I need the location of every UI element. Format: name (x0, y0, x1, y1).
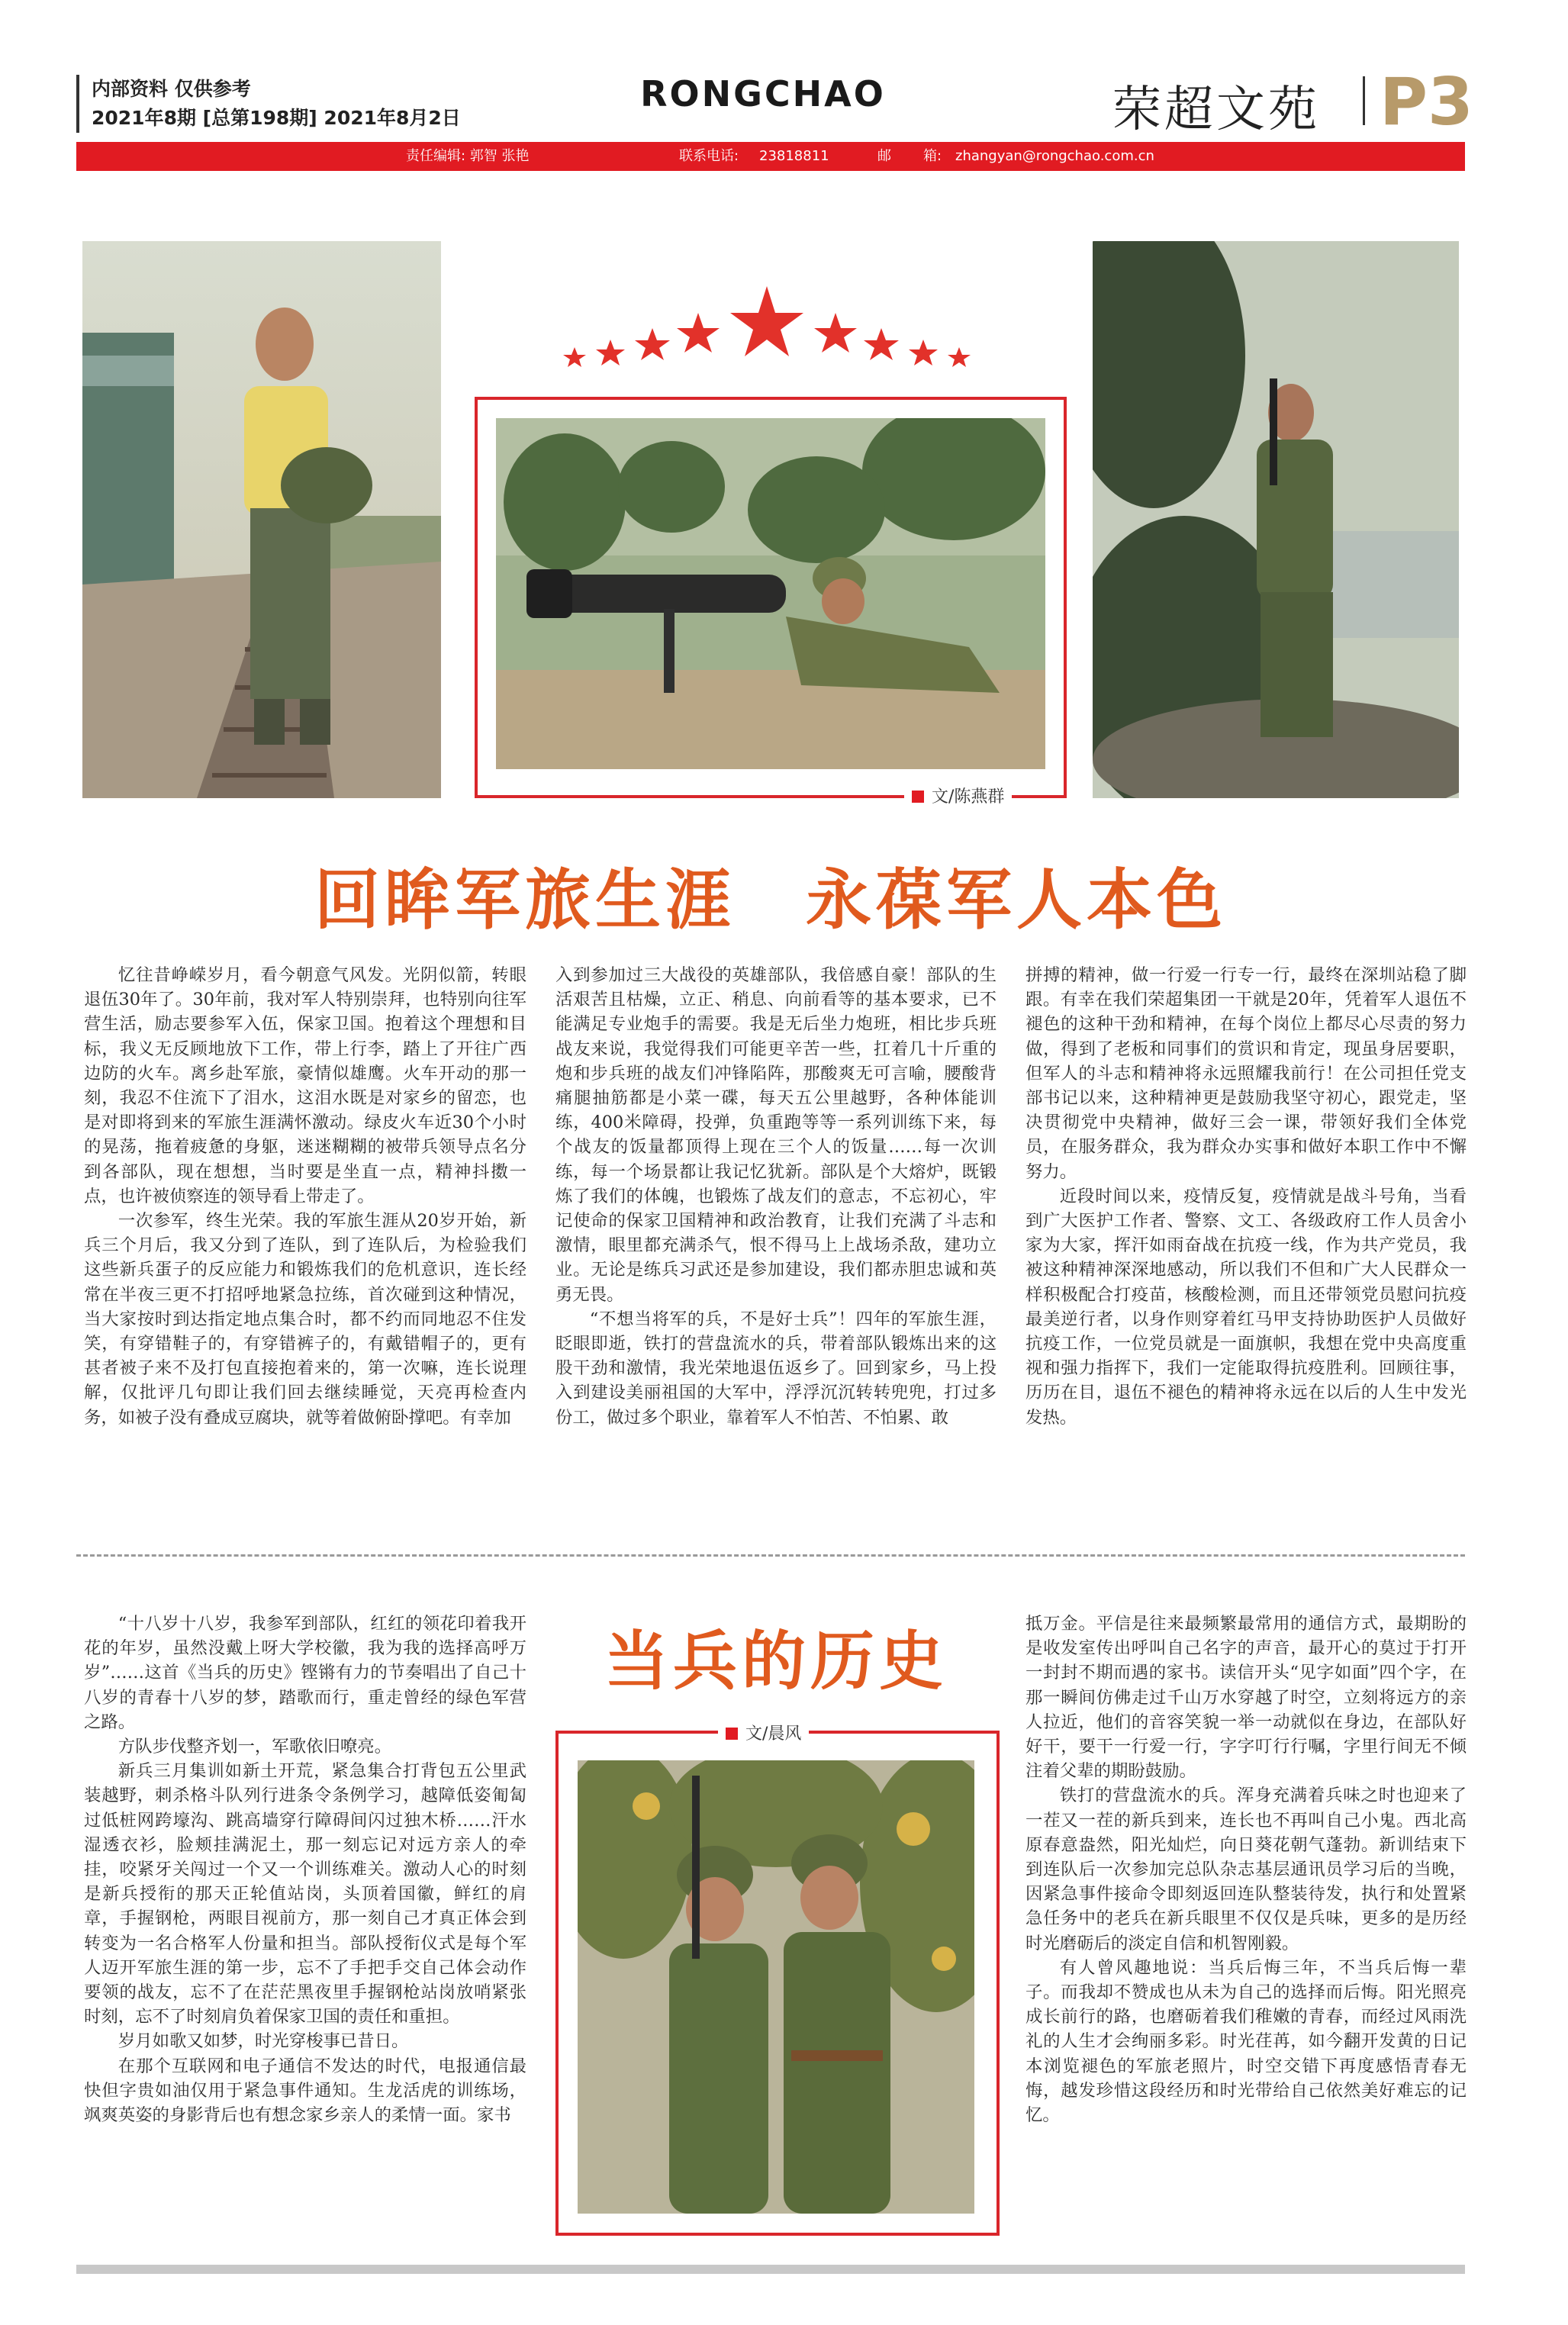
paragraph: “不想当将军的兵，不是好士兵”！四年的军旅生涯，眨眼即逝，铁打的营盘流水的兵，带着部队锻炼出来的这股干劲和激情，我光荣地退伍返乡了。回到家乡，马上投入到建设美丽祖国的大军中，浮浮沉沉转转兜兜，打过多份工，做过多个职业，靠着军人不怕苦、不怕累、敢 (555, 1309, 997, 1428)
paragraph: 铁打的营盘流水的兵。浑身充满着兵味之时也迎来了一茬又一茬的新兵到来，连长也不再叫自己小鬼。西北高原春意盎然，阳光灿烂，向日葵花朝气蓬勃。新训结束下到连队后一次参加完总队杂志基层通讯员学习后的当晚，因紧急事件接命令即刻返回连队整装待发，执行和处置紧急任务中的老兵在新兵眼里不仅仅是兵味，更多的是历经时光磨砺后的淡定自信和机智刚毅。 (1025, 1786, 1467, 1953)
footer-bar (76, 2265, 1465, 2274)
article2-column-3 (1025, 1612, 1467, 2127)
article1-author (904, 784, 1012, 807)
paragraph: 方队步伐整齐划一，军歌依旧嘹亮。 (118, 1737, 392, 1757)
paragraph: 有人曾风趣地说：当兵后悔三年，不当兵后悔一辈子。而我却不赞成也从未为自己的选择而后悔。阳光照亮成长前行的路，也磨砺着我们稚嫩的青春，而经过风雨洗礼的人生才会绚丽多彩。时光荏苒，如今翻开发黄的日记本浏览褪色的军旅老照片，时空交错下再度感悟青春无悔，越发珍惜这段经历和时光带给自己依然美好难忘的记忆。 (1025, 1957, 1467, 2126)
author-name: 文/陈燕群 (932, 787, 1005, 807)
paragraph: 在那个互联网和电子通信不发达的时代，电报通信最快但字贵如油仅用于紧急事件通知。生龙活虎的训练场，飒爽英姿的身影背后也有想念家乡亲人的柔情一面。家书 (84, 2056, 526, 2126)
article2-author (718, 1721, 809, 1744)
photo-railway-soldier (82, 241, 441, 798)
phone-label: 联系电话: (679, 148, 739, 164)
stars-decoration (561, 282, 973, 370)
phone-number: 23818811 (759, 148, 829, 164)
header-info-bar (76, 142, 1465, 171)
issue-date: 2021年8期 [总第198期] 2021年8月2日 (92, 107, 461, 129)
email-label-2: 箱: (923, 148, 942, 164)
article1-column-2 (555, 963, 997, 1430)
brand-logo: RONGCHAO (640, 73, 886, 114)
author-marker (912, 791, 924, 803)
issue-info (76, 75, 461, 133)
paragraph: 一次参军，终生光荣。我的军旅生涯从20岁开始，新兵三个月后，我又分到了连队，到了连队后，为检验我们这些新兵蛋子的反应能力和锻炼我们的危机意识，连长经常在半夜三更不打招呼地紧急拉练，首次碰到这种情况，当大家按时到达指定地点集合时，都不约而同地忍不住发笑，有穿错鞋子的，有穿错裤子的，有戴错帽子的，更有甚者被子来不及打包直接抱着来的，第一次嘛，连长说理解，仅批评几句即让我们回去继续睡觉，天亮再检查内务，如被子没有叠成豆腐块，就等着做俯卧撑吧。有幸加 (84, 1211, 526, 1428)
paragraph: 忆往昔峥嵘岁月，看今朝意气风发。光阴似箭，转眼退伍30年了。30年前，我对军人特别崇拜，也特别向往军营生活，励志要参军入伍，保家卫国。抱着这个理想和目标，我义无反顾地放下工作，带上行李，踏上了开往广西边防的火车。离乡赴军旅，豪情似雄鹰。火车开动的那一刻，我忍不住流下了泪水，这泪水既是对家乡的留恋，也是对即将到来的军旅生涯满怀激动。绿皮火车近30个小时的晃荡，拖着疲惫的身躯，迷迷糊糊的被带兵领导点名分到各部队，现在想想，当时要是坐直一点，精神抖擞一点，也许被侦察连的领导看上带走了。 (84, 965, 526, 1206)
paragraph: 入到参加过三大战役的英雄部队，我倍感自豪！部队的生活艰苦且枯燥，立正、稍息、向前看等的基本要求，已不能满足专业炮手的需要。我是无后坐力炮班，相比步兵班战友来说，我觉得我们可能更辛苦一些，扛着几十斤重的炮和步兵班的战友们冲锋陷阵，那酸爽无可言喻，腰酸背痛腿抽筋都是小菜一碟，每天五公里越野，各种体能训练，400米障碍，投弹，负重跑等等一系列训练下来，每个战友的饭量都顶得上现在三个人的饭量……每一次训练，每一个场景都让我记忆犹新。部队是个大熔炉，既锻炼了我们的体魄，也锻炼了战友们的意志，不忘初心，牢记使命的保家卫国精神和政治教育，让我们充满了斗志和激情，眼里都充满杀气，恨不得马上上战场杀敌，建功立业。无论是练兵习武还是参加建设，我们都赤胆忠诚和英勇无畏。 (555, 965, 997, 1305)
paragraph: 抵万金。平信是往来最频繁最常用的通信方式，最期盼的是收发室传出呼叫自己名字的声音，最开心的莫过于打开一封封不期而遇的家书。读信开头“见字如面”四个字，在那一瞬间仿佛走过千山万水穿越了时空，立刻将远方的亲人拉近，他们的音容笑貌一举一动就似在身边，在部队好好干，要干一行爱一行，字字叮行行嘱，字里行间无不倾注着父辈的期盼鼓励。 (1025, 1614, 1467, 1782)
photo-two-soldiers (578, 1760, 974, 2214)
editor-info: 责任编辑: 郭智 张艳 (406, 148, 530, 164)
paragraph: 近段时间以来，疫情反复，疫情就是战斗号角，当看到广大医护工作者、警察、文工、各级政府工作人员舍小家为大家，挥汗如雨奋战在抗疫一线，作为共产党员，我被这种精神深深地感动，所以我们不但和广大人民群众一样积极配合打疫苗，核酸检测，而且还带领党员慰问抗疫最美逆行者，以身作则穿着红马甲支持协助医护人员做好抗疫工作，一位党员就是一面旗帜，我想在党中央高度重视和强力指挥下，我们一定能取得抗疫胜利。回顾往事，历历在目，退伍不褪色的精神将永远在以后的人生中发光发热。 (1025, 1186, 1467, 1428)
paragraph: 拼搏的精神，做一行爱一行专一行，最终在深圳站稳了脚跟。有幸在我们荣超集团一干就是20年，凭着军人退伍不褪色的这种干劲和精神，在每个岗位上都尽心尽责的努力做，得到了老板和同事们的赏识和肯定，现虽身居要职，但军人的斗志和精神将永远照耀我前行！在公司担任党支部书记以来，这种精神更是鼓励我坚守初心，跟党走，坚决贯彻党中央精神，做好三会一课，带领好我们全体党员，在服务群众，我为群众办实事和做好本职工作中不懈努力。 (1025, 965, 1467, 1182)
email-address[interactable]: zhangyan@rongchao.com.cn (955, 148, 1154, 164)
article2-headline: 当兵的历史 (604, 1623, 948, 1699)
featured-photo-frame (475, 397, 1067, 807)
photo-soldier-with-recoilless-gun (496, 418, 1045, 769)
paragraph: “十八岁十八岁，我参军到部队，红红的领花印着我开花的年岁，虽然没戴上呀大学校徽，我为我的选择高呼万岁”……这首《当兵的历史》铿锵有力的节奏唱出了自己十八岁的青春十八岁的梦，踏歌而行，重走曾经的绿色军营之路。 (84, 1614, 526, 1732)
paragraph: 岁月如歌又如梦，时光穿梭事已昔日。 (118, 2031, 409, 2052)
author-name: 文/晨风 (745, 1724, 802, 1744)
section-title: 荣超文苑 (1112, 82, 1320, 138)
article2-photo-frame (555, 1724, 1000, 2236)
author-marker (726, 1728, 738, 1740)
email-label-1: 邮 (877, 148, 891, 164)
article2-column-1 (84, 1612, 526, 2127)
article1-headline: 回眸军旅生涯 永葆军人本色 (314, 861, 1227, 939)
paragraph: 新兵三月集训如新土开荒，紧急集合打背包五公里武装越野，刺杀格斗队列行进条令条例学习，越障低姿匍匐过低桩网跨壕沟、跳高墙穿行障碍间闪过独木桥……汗水湿透衣衫，脸颊挂满泥土，那一刻忘记对远方亲人的牵挂，咬紧牙关闯过一个又一个训练难关。激动人心的时刻是新兵授衔的那天正轮值站岗，头顶着国徽，鲜红的肩章，手握钢枪，两眼目视前方，那一刻自己才真正体会到转变为一名合格军人份量和担当。部队授衔仪式是每个军人迈开军旅生涯的第一步，忘不了手把手交自己体会动作要领的战友，忘不了在茫茫黑夜里手握钢枪站岗放哨紧张时刻，忘不了时刻肩负着保家卫国的责任和重担。 (84, 1761, 526, 2027)
internal-notice: 内部资料 仅供参考 (92, 78, 251, 100)
photo-soldier-with-rifle (1093, 241, 1459, 798)
article1-column-1 (84, 963, 526, 1430)
page-number: P3 (1380, 64, 1473, 140)
divider (1363, 76, 1365, 125)
article1-column-3 (1025, 963, 1467, 1430)
section-divider (76, 1554, 1465, 1557)
